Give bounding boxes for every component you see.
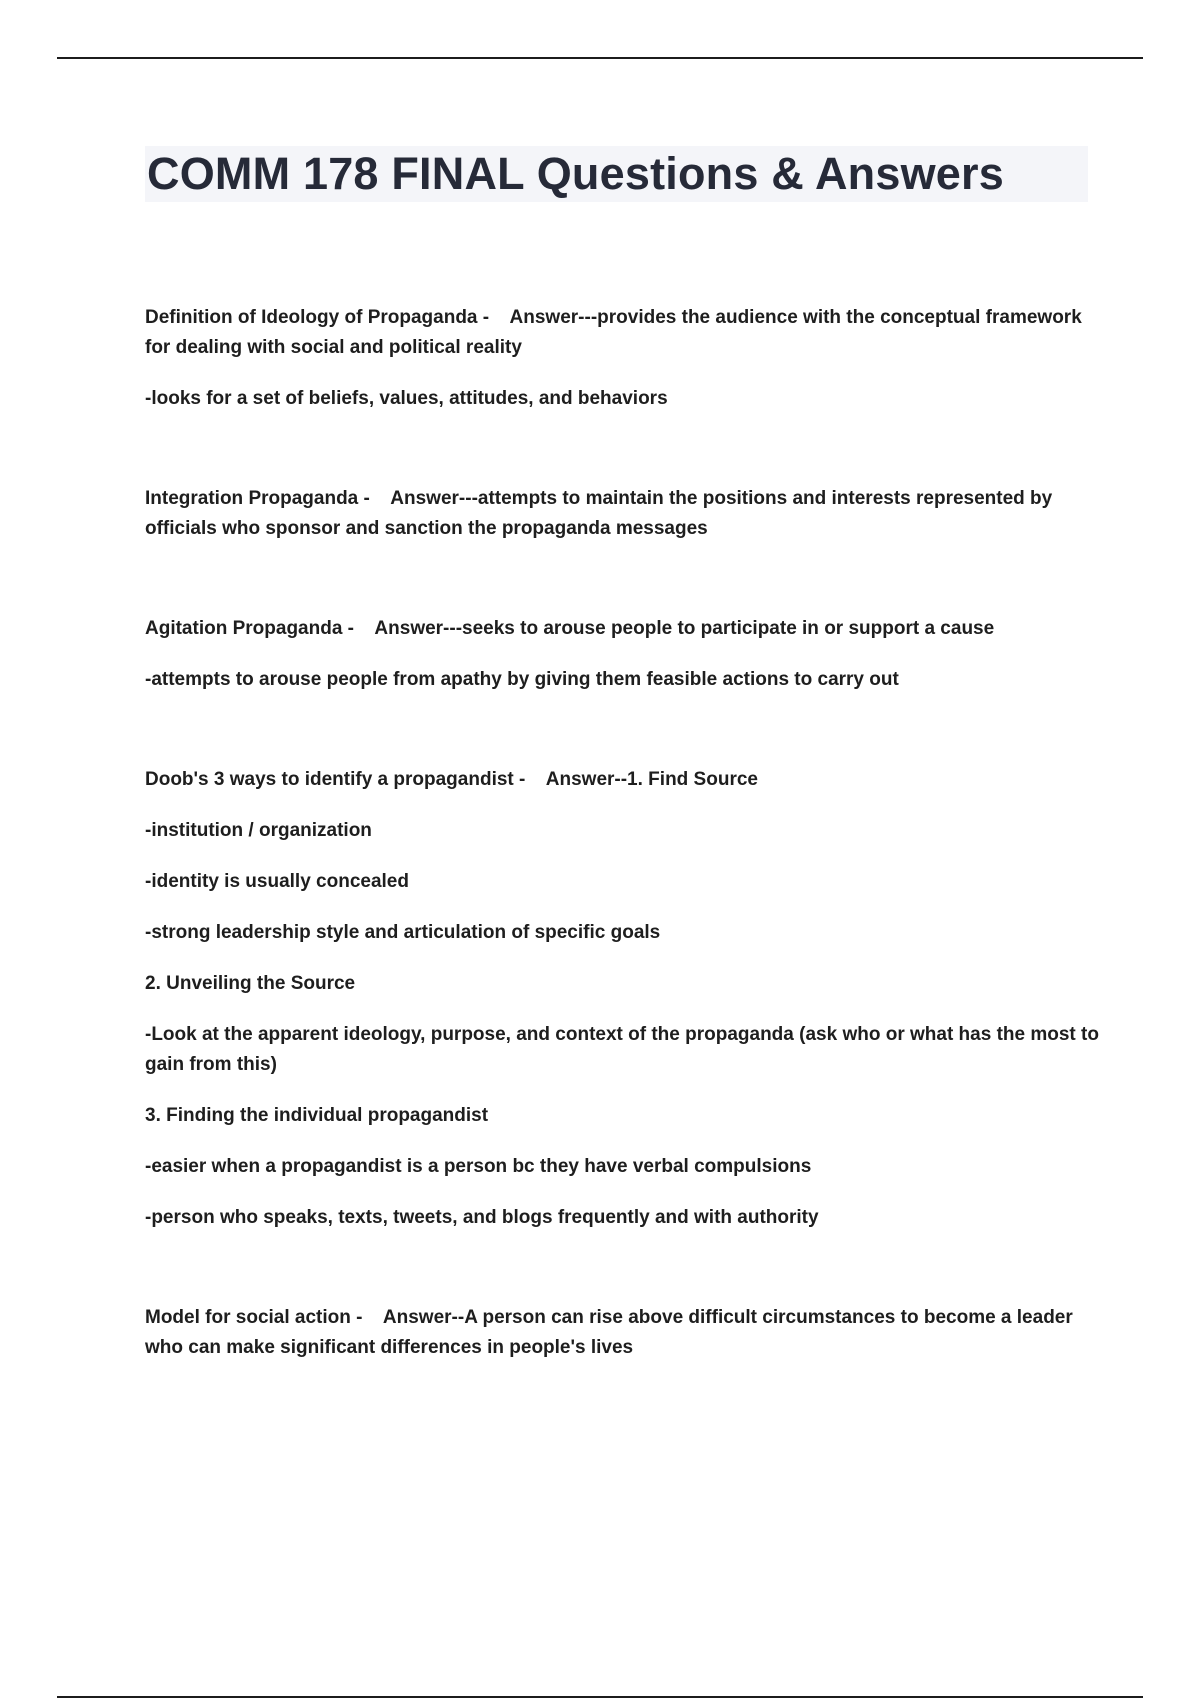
qa-list	[145, 303, 1105, 1363]
qa-entry	[145, 765, 1105, 1233]
answer-text: Answer---seeks to arouse people to participate in or support a cause	[374, 618, 995, 639]
answer-line: -looks for a set of beliefs, values, attitudes, and behaviors	[145, 388, 668, 409]
qa-entry	[145, 1303, 1105, 1363]
answer-line: -identity is usually concealed	[145, 871, 409, 892]
question-text: Doob's 3 ways to identify a propagandist -	[145, 769, 526, 790]
answer-line: -institution / organization	[145, 820, 372, 841]
answer-line: 2. Unveiling the Source	[145, 973, 356, 994]
qa-entry	[145, 303, 1105, 414]
qa-line	[145, 1303, 1105, 1363]
answer-line: 3. Finding the individual propagandist	[145, 1105, 489, 1126]
qa-line	[145, 303, 1105, 363]
answer-line: -attempts to arouse people from apathy by giving them feasible actions to carry out	[145, 669, 899, 690]
answer-text: Answer---attempts to maintain the positions and interests represented by officials who sponsor and sanction the propaganda messages	[145, 488, 1058, 539]
qa-line	[145, 765, 1105, 795]
answer-text: Answer--1. Find Source	[545, 769, 758, 790]
qa-line	[145, 614, 1105, 644]
answer-line: -strong leadership style and articulation of specific goals	[145, 922, 661, 943]
answer-line: -Look at the apparent ideology, purpose, and context of the propaganda (ask who or what has the most to gain from this)	[145, 1024, 1105, 1075]
answer-text: Answer--A person can rise above difficult circumstances to become a leader who can make significant differences in people's lives	[145, 1307, 1079, 1358]
bottom-rule	[57, 1696, 1143, 1698]
qa-entry	[145, 614, 1105, 695]
answer-line: -easier when a propagandist is a person bc they have verbal compulsions	[145, 1156, 812, 1177]
top-rule	[57, 57, 1143, 59]
question-text: Agitation Propaganda -	[145, 618, 354, 639]
answer-line: -person who speaks, texts, tweets, and blogs frequently and with authority	[145, 1207, 819, 1228]
answer-text: Answer---provides the audience with the conceptual framework for dealing with social and political reality	[145, 307, 1088, 358]
qa-line	[145, 484, 1105, 544]
qa-entry	[145, 484, 1105, 544]
question-text: Definition of Ideology of Propaganda -	[145, 307, 490, 328]
question-text: Model for social action -	[145, 1307, 363, 1328]
question-text: Integration Propaganda -	[145, 488, 370, 509]
page-title: COMM 178 FINAL Questions & Answers	[147, 148, 1004, 199]
